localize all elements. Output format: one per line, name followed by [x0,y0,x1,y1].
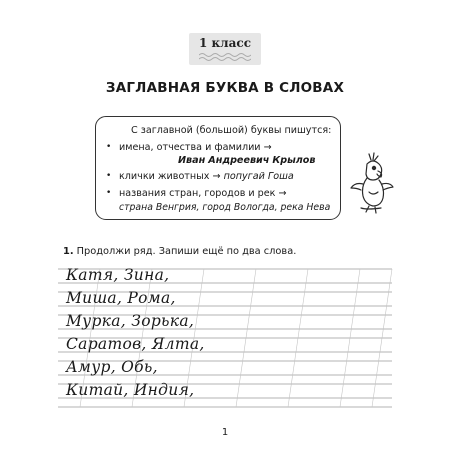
handwriting-row: Амур, Обь, [66,358,158,376]
rule-example-pets: попугай Гоша [223,171,294,182]
rule-example-places: страна Венгрия, город Вологда, река Нева [119,202,331,213]
rule-item-places: названия стран, городов и рек → [119,188,287,199]
page-number: 1 [221,427,229,438]
handwriting-row: Саратов, Ялта, [66,335,205,353]
rule-intro: С заглавной (большой) буквы пишутся: [131,125,332,136]
bullet: • [106,171,112,181]
rule-item-pets: клички животных → попугай Гоша [119,171,294,182]
handwriting-row: Катя, Зина, [66,266,170,284]
task-instruction: 1. Продолжи ряд. Запиши ещё по два слова. [63,246,297,257]
handwriting-row: Мурка, Зорька, [66,312,195,330]
rule-item-names: имена, отчества и фамилии → [119,142,272,153]
bullet: • [106,188,112,198]
handwriting-row: Китай, Индия, [66,381,195,399]
bullet: • [106,142,112,152]
lesson-title: ЗАГЛАВНАЯ БУКВА В СЛОВАХ [105,80,345,96]
handwriting-row: Миша, Рома, [66,289,176,307]
grade-label: 1 класс [198,36,252,50]
rule-example-names: Иван Андреевич Крылов [178,155,316,166]
